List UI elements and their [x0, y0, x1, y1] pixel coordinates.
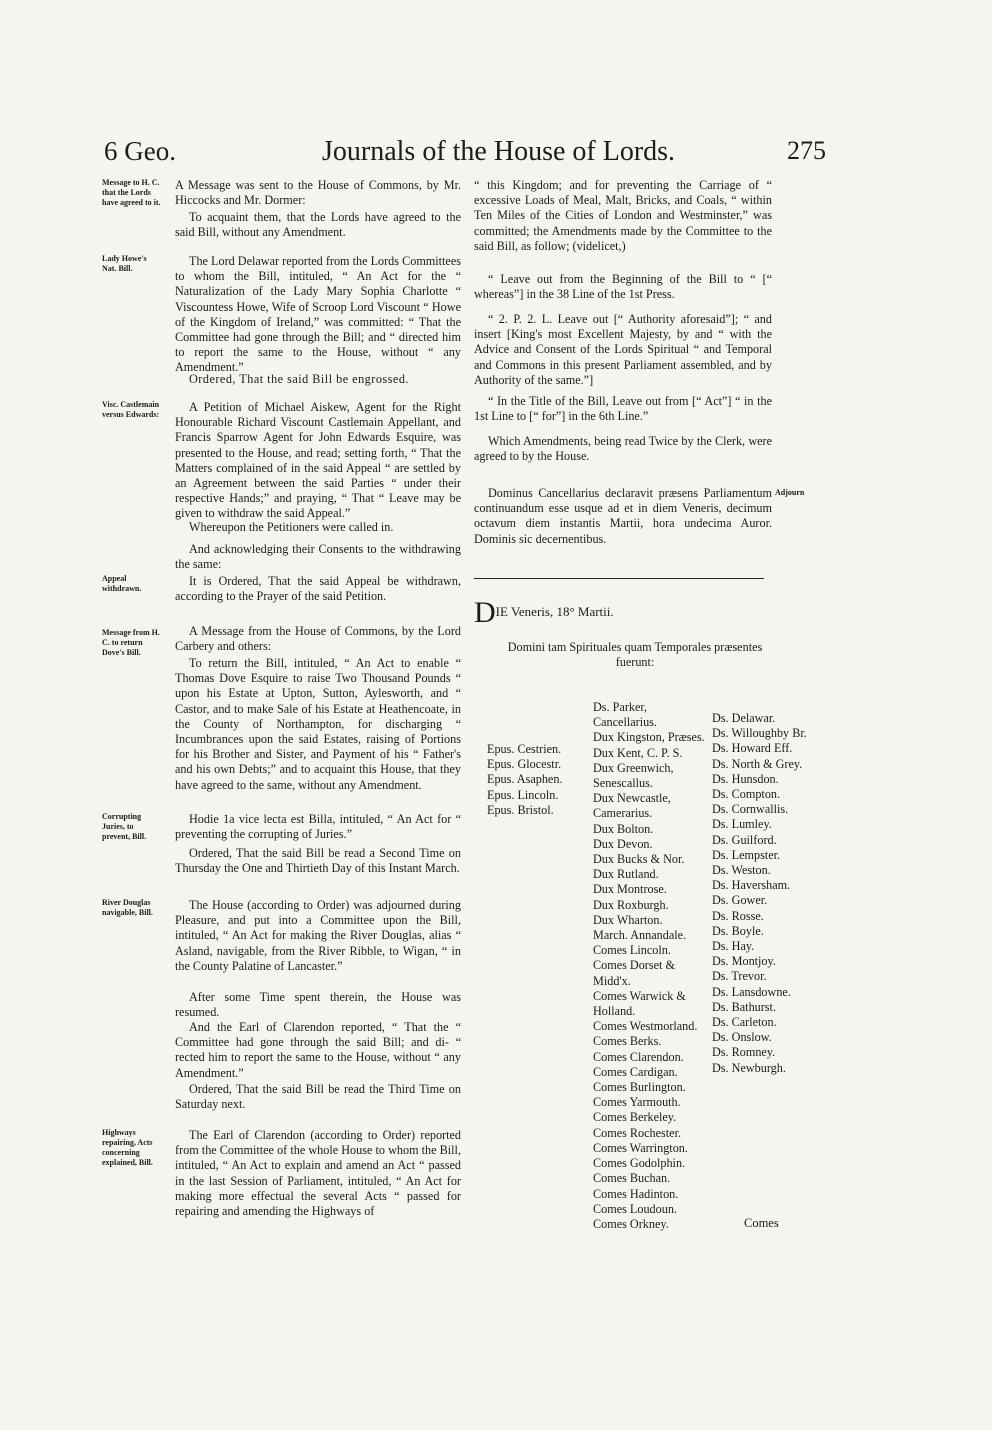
- left-para-13: The House (according to Order) was adjourned during Pleasure, and put into a Committee upon the Bill, intituled, “ An Act for making the River Douglas, alias “ Asland, navigable, from the River Ribble, to Wigan, “ in the County Palatine of Lancaster.”: [175, 898, 461, 973]
- list-item: Comes Lincoln.: [593, 943, 671, 958]
- list-item: Comes Burlington.: [593, 1080, 686, 1095]
- list-item: Epus. Cestrien.: [487, 742, 562, 756]
- list-item: Comes Warwick & Holland.: [593, 988, 686, 1019]
- list-item: Dux Devon.: [593, 836, 653, 851]
- left-para-16: Ordered, That the said Bill be read the Third Time on Saturday next.: [175, 1082, 461, 1112]
- header-regnal-year: 6 Geo.: [104, 136, 176, 166]
- list-item: Ds. Lansdowne.: [712, 984, 791, 999]
- drop-cap: D: [474, 596, 496, 629]
- margin-note: Message from H. C. to return Dove's Bill.: [102, 628, 160, 657]
- margin-note: Corrupting Juries, to prevent, Bill.: [102, 812, 147, 841]
- left-para-15: And the Earl of Clarendon reported, “ That the “ Committee had gone through the said Bill; and di- “ rected him to report the same to the House, without “ any Amendment.”: [175, 1020, 461, 1080]
- day-heading: [474, 596, 614, 630]
- list-item: Comes Dorset & Midd'x.: [593, 958, 675, 988]
- list-item: Ds. Lempster.: [712, 847, 781, 862]
- list-item: Comes Godolphin.: [593, 1156, 686, 1171]
- list-item: Comes Yarmouth.: [593, 1095, 681, 1110]
- adjournment-notice: Dominus Cancellarius declaravit præsens Parliamentum continuandum esse usque ad et in diem Veneris, decimum octavum diem instantis Martii, hora undecima Auror. Dominis sic decernentibus.: [474, 486, 772, 546]
- list-item: Ds. Lumley.: [712, 817, 772, 832]
- margin-note: Lady Howe's Nat. Bill.: [102, 254, 147, 273]
- list-item: Ds. North & Grey.: [712, 756, 803, 771]
- list-item: Epus. Bristol.: [487, 802, 554, 817]
- list-item: Ds. Gower.: [712, 893, 768, 908]
- list-item: Comes Berks.: [593, 1034, 662, 1049]
- left-para-11: Hodie 1a vice lecta est Billa, intituled, “ An Act for “ preventing the corrupting of Juries.”: [175, 812, 461, 842]
- list-item: Ds. Parker, Cancellarius.: [593, 700, 657, 730]
- list-item: Ds. Delawar.: [712, 711, 776, 725]
- list-item: Ds. Cornwallis.: [712, 802, 789, 817]
- list-item: Ds. Rosse.: [712, 908, 764, 923]
- catchword: Comes: [744, 1216, 779, 1230]
- list-item: Dux Bucks & Nor.: [593, 852, 685, 867]
- list-item: Comes Buchan.: [593, 1171, 671, 1186]
- list-item: Comes Westmorland.: [593, 1019, 698, 1034]
- section-divider: [474, 578, 764, 579]
- list-item: Comes Clarendon.: [593, 1049, 684, 1064]
- list-item: Comes Loudoun.: [593, 1201, 677, 1216]
- margin-note: River Douglas navigable, Bill.: [102, 898, 153, 917]
- list-item: Ds. Montjoy.: [712, 954, 776, 969]
- right-para-5: Which Amendments, being read Twice by the Clerk, were agreed to by the House.: [474, 434, 772, 464]
- list-item: Ds. Willoughby Br.: [712, 726, 807, 741]
- list-item: Dux Greenwich, Senescallus.: [593, 760, 674, 791]
- nobles-list: [593, 700, 713, 1232]
- left-para-17: The Earl of Clarendon (according to Order) reported from the Committee of the whole House to whom the Bill, intituled, “ An Act to explain and amend an Act “ passed in the last Session of Parliament, intituled, “ An Act for making more effectual the several Acts “ passed for repairing and amending the Highways of: [175, 1128, 461, 1219]
- left-para-10: To return the Bill, intituled, “ An Act to enable “ Thomas Dove Esquire to raise Two Thousand Pounds “ upon his Estate at Upton, Sutton, Aylesworth, and “ Castor, and to make Sale of his Estate at Heathencoate, in the County of Northampton, for discharging “ Incumbrances upon the said Estates, raising of Portions for his Brother and Sister, and Payment of his “ Father's and his own Debts;” and to acquaint this House, that they have agreed to the same, without any Amendment.: [175, 656, 461, 792]
- left-para-3: The Lord Delawar reported from the Lords Committees to whom the Bill, intituled, “ An Act for the “ Naturalization of the Lady Mary Sophia Charlotte “ Viscountess Howe, Wife of Scroop Lord Viscount “ Howe of the Kingdom of Ireland,” was committed: “ That the Committee had gone through the Bill; and “ directed him to report the same to the House, without “ any Amendment.”: [175, 254, 461, 375]
- right-para-2: “ Leave out from the Beginning of the Bill to “ [“ whereas”] in the 38 Line of the 1st Press.: [474, 272, 772, 302]
- list-item: Ds. Howard Eff.: [712, 741, 793, 756]
- list-item: Comes Hadinton.: [593, 1186, 679, 1201]
- barons-list: [712, 711, 807, 1076]
- margin-note: Appeal withdrawn.: [102, 574, 142, 593]
- list-item: Dux Wharton.: [593, 912, 663, 927]
- list-item: Ds. Onslow.: [712, 1030, 772, 1045]
- left-para-9: A Message from the House of Commons, by the Lord Carbery and others:: [175, 624, 461, 654]
- list-item: Ds. Boyle.: [712, 923, 764, 938]
- list-item: Dux Kent, C. P. S.: [593, 745, 683, 760]
- margin-note: Message to H. C. that the Lords have agreed to it.: [102, 178, 161, 207]
- bishops-list: [487, 742, 563, 818]
- margin-note: Highways repairing, Acts concerning explained, Bill.: [102, 1128, 153, 1167]
- right-para-4: “ In the Title of the Bill, Leave out from [“ Act”] “ in the 1st Line to [“ for”] in the 6th Line.”: [474, 394, 772, 424]
- list-item: Ds. Hay.: [712, 939, 755, 954]
- list-item: Ds. Romney.: [712, 1045, 776, 1060]
- list-item: Comes Warrington.: [593, 1140, 688, 1155]
- left-para-8: It is Ordered, That the said Appeal be withdrawn, according to the Prayer of the said Petition.: [175, 574, 461, 604]
- left-para-4: Ordered, That the said Bill be engrossed.: [189, 372, 409, 386]
- list-item: Comes Orkney.: [593, 1216, 669, 1231]
- list-item: Ds. Newburgh.: [712, 1060, 786, 1075]
- list-item: Comes Berkeley.: [593, 1110, 677, 1125]
- left-para-2: To acquaint them, that the Lords have agreed to the said Bill, without any Amendment.: [175, 210, 461, 240]
- list-item: Dux Bolton.: [593, 821, 654, 836]
- left-para-14: After some Time spent therein, the House was resumed.: [175, 990, 461, 1020]
- left-para-7: And acknowledging their Consents to the withdrawing the same:: [175, 542, 461, 572]
- list-item: March. Annandale.: [593, 928, 687, 943]
- right-para-1: “ this Kingdom; and for preventing the Carriage of “ excessive Loads of Meal, Malt, Bricks, and Coals, “ within Ten Miles of the Cities of London and Westminster,” was committed; the Amendments made by the Committee to the said Bill, as follow; (videlicet,): [474, 178, 772, 253]
- day-heading-text: IE Veneris, 18° Martii.: [495, 604, 614, 619]
- list-item: Ds. Guilford.: [712, 832, 777, 847]
- list-item: Ds. Compton.: [712, 787, 781, 802]
- list-item: Epus. Lincoln.: [487, 787, 559, 802]
- list-item: Ds. Weston.: [712, 863, 771, 878]
- list-item: Ds. Bathurst.: [712, 999, 776, 1014]
- list-item: Dux Roxburgh.: [593, 897, 669, 912]
- list-item: Epus. Glocestr.: [487, 757, 562, 772]
- list-item: Ds. Haversham.: [712, 878, 791, 893]
- list-item: Comes Cardigan.: [593, 1064, 678, 1079]
- margin-note: Visc. Castlemain versus Edwards:: [102, 400, 160, 419]
- left-para-12: Ordered, That the said Bill be read a Second Time on Thursday the One and Thirtieth Day of this Instant March.: [175, 846, 461, 876]
- margin-note-adjourn: Adjourn: [775, 488, 805, 497]
- list-item: Epus. Asaphen.: [487, 772, 563, 787]
- list-item: Dux Kingston, Præses.: [593, 730, 705, 745]
- list-item: Dux Montrose.: [593, 882, 667, 897]
- left-para-5: A Petition of Michael Aiskew, Agent for the Right Honourable Richard Viscount Castlemain Appellant, and Francis Sparrow Agent for John Edwards Esquire, was presented to the House, and read; setting forth, “ That the Matters complained of in the said Appeal “ are settled by an Agreement between the said Parties “ under their respective Hands;” and praying, “ That “ Leave may be given to withdraw the said Appeal.”: [175, 400, 461, 521]
- list-item: Ds. Trevor.: [712, 969, 767, 984]
- list-item: Dux Newcastle, Camerarius.: [593, 791, 671, 821]
- left-para-1: A Message was sent to the House of Commons, by Mr. Hiccocks and Mr. Dormer:: [175, 178, 461, 208]
- list-item: Dux Rutland.: [593, 867, 659, 882]
- list-item: Ds. Hunsdon.: [712, 771, 779, 786]
- header-title: Journals of the House of Lords.: [322, 136, 676, 167]
- list-item: Comes Rochester.: [593, 1125, 682, 1140]
- right-para-3: “ 2. P. 2. L. Leave out [“ Authority aforesaid”]; “ and insert [King's most Excellent Majesty, by and “ with the Advice and Consent of the Lords Spiritual “ and Temporal and Commons in this present Parliament assembled, and by Authority of the same.”]: [474, 312, 772, 387]
- left-para-6: Whereupon the Petitioners were called in.: [189, 520, 394, 534]
- list-item: Ds. Carleton.: [712, 1015, 777, 1030]
- present-heading: Domini tam Spirituales quam Temporales præsentes fuerunt:: [507, 640, 763, 670]
- page-number: 275: [787, 136, 826, 165]
